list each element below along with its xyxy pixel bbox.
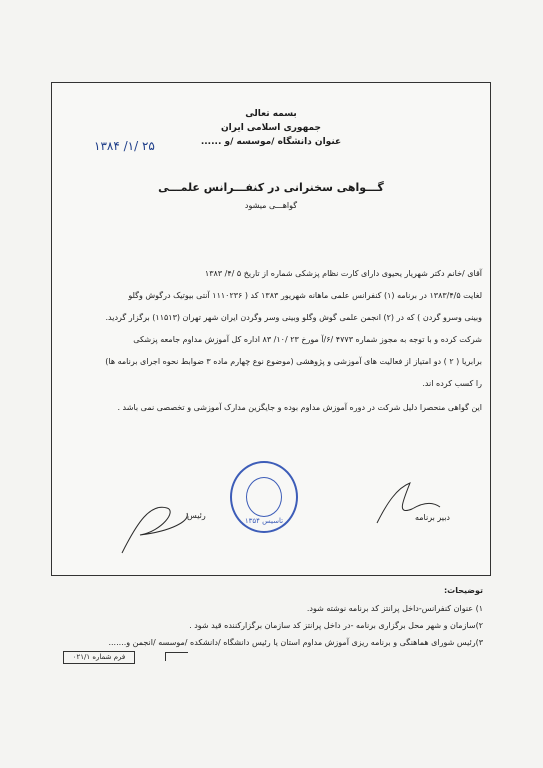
body-line-2: لغایت ۱۳۸۳/۴/۵ در برنامه (۱) کنفرانس علمی ماهانه شهریور ۱۳۸۳ کد ( ۱۱۱۰۲۳۶ آنتی بیوتیک درگوش وگلو <box>128 291 482 300</box>
secretary-label: دبیر برنامه <box>414 513 450 522</box>
notes-bracket <box>165 652 188 661</box>
body-line-1: آقای /خانم دکتر شهریار یحیوی دارای کارت نظام پزشکی شماره از تاریخ ۵ /۴/ ۱۳۸۳ <box>204 269 482 278</box>
body-line-4: شرکت کرده و با توجه به مجوز شماره ۴۷۷۳ /۶/آ مورخ ۲۳ /۱۰/ ۸۳ اداره کل آموزش مداوم جامعه پزشکی <box>133 335 482 344</box>
body-line-6: را کسب کرده اند. <box>422 379 482 388</box>
note-item-1: ۱) عنوان کنفرانس-داخل پرانتز کد برنامه نوشته شود. <box>306 604 483 613</box>
institution-title: عنوان دانشگاه /موسسه /و ...... <box>200 137 342 147</box>
certificate-subtitle: گواهـــی میشود <box>244 201 298 210</box>
republic-title: جمهوری اسلامی ایران <box>220 123 322 133</box>
secretary-signature <box>377 483 440 523</box>
seal-emblem-icon <box>246 477 282 517</box>
note-item-3: ۳)رئیس شورای هماهنگی و برنامه ریزی آموزش مداوم استان یا رئیس دانشگاه /دانشکده /موسسه /انجمن و....... <box>108 638 483 647</box>
form-number: فرم شماره ۰۲۱/۱ <box>63 651 135 664</box>
body-line-7: این گواهی منحصرا دلیل شرکت در دوره آموزش مداوم بوده و جایگزین مدارک آموزشی و تخصصی نمی باشد . <box>117 403 482 412</box>
certificate-title: گـــواهی سخنرانی در کنفـــرانس علمـــی <box>158 181 384 194</box>
chair-label: رئیس <box>187 511 206 520</box>
seal-caption: تاسیس ۱۳۵۴ <box>244 517 284 525</box>
basmala: بسمه تعالی <box>245 109 297 119</box>
chair-signature <box>122 507 187 553</box>
official-seal <box>230 461 298 533</box>
note-item-2: ۲)سازمان و شهر محل برگزاری برنامه -در داخل پرانتز کد سازمان برگزارکننده قید شود . <box>189 621 483 630</box>
notes-heading: توضیحات: <box>443 586 483 595</box>
body-line-3: وبینی وسرو گردن ) که در (۲) انجمن علمی گوش وگلو وبینی وسر وگردن ایران شهر تهران (۱۱۵۱۳) برگزار گردید. <box>105 313 482 322</box>
issue-date: ۱۳۸۴ /۱/ ۲۵ <box>94 139 155 153</box>
body-line-5: برابریا ( ۲ ) دو امتیاز از فعالیت های آموزشی و پژوهشی (موضوع نوع چهارم ماده ۳ ضوابط نحوه اجرای برنامه ها) <box>105 357 482 366</box>
certificate-frame <box>51 82 491 576</box>
